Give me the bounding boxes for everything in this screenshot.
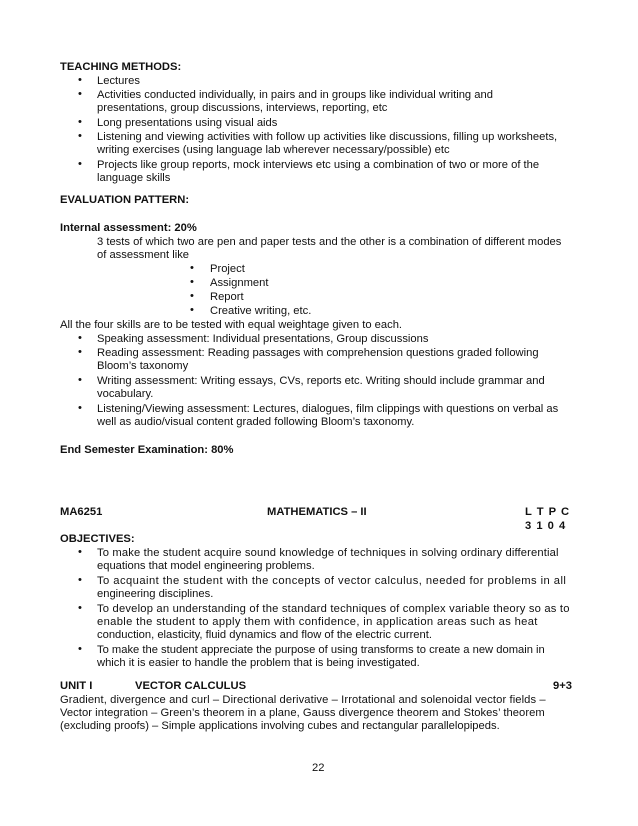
unit-content-line: Gradient, divergence and curl – Directional derivative – Irrotational and solenoidal vector fields – — [60, 694, 546, 706]
page-number: 22 — [312, 762, 325, 774]
list-item: Reading assessment: Reading passages with comprehension questions graded following — [97, 347, 539, 359]
list-item: Listening/Viewing assessment: Lectures, dialogues, film clippings with questions on verbal as — [97, 403, 559, 415]
list-item: To develop an understanding of the standard techniques of complex variable theory so as to — [97, 603, 570, 615]
unit-content-line: (excluding proofs) – Simple applications involving cubes and rectangular parallelopipeds. — [60, 720, 500, 732]
internal-assessment-heading: Internal assessment: 20% — [60, 222, 197, 234]
ltpc-values: 3 1 0 4 — [525, 520, 567, 532]
unit-title: VECTOR CALCULUS — [135, 680, 247, 692]
list-item: Report — [210, 291, 244, 303]
teaching-methods-heading: TEACHING METHODS: — [60, 61, 182, 73]
bullet-icon: • — [78, 346, 82, 358]
unit-content-line: Vector integration – Green’s theorem in a plane, Gauss divergence theorem and Stokes’ theorem — [60, 707, 545, 719]
list-item: Creative writing, etc. — [210, 305, 312, 317]
course-title: MATHEMATICS – II — [267, 506, 367, 518]
unit-label: UNIT I — [60, 680, 93, 692]
list-item: Writing assessment: Writing essays, CVs, reports etc. Writing should include grammar and — [97, 375, 545, 387]
list-item-continuation: which it is easier to handle the problem that is being investigated. — [97, 657, 420, 669]
bullet-icon: • — [78, 332, 82, 344]
bullet-icon: • — [190, 304, 194, 316]
bullet-icon: • — [78, 116, 82, 128]
internal-assessment-text-continuation: of assessment like — [97, 249, 190, 261]
list-item: Activities conducted individually, in pairs and in groups like individual writing and — [97, 89, 493, 101]
bullet-icon: • — [78, 88, 82, 100]
list-item: Assignment — [210, 277, 269, 289]
list-item: Lectures — [97, 75, 140, 87]
bullet-icon: • — [78, 643, 82, 655]
list-item: To make the student appreciate the purpose of using transforms to create a new domain in — [97, 644, 545, 656]
list-item-continuation: vocabulary. — [97, 388, 154, 400]
bullet-icon: • — [78, 546, 82, 558]
evaluation-pattern-heading: EVALUATION PATTERN: — [60, 194, 190, 206]
list-item-continuation: well as audio/visual content graded following Bloom’s taxonomy. — [97, 416, 415, 428]
bullet-icon: • — [190, 276, 194, 288]
unit-hours: 9+3 — [553, 680, 572, 692]
bullet-icon: • — [78, 158, 82, 170]
internal-assessment-text: 3 tests of which two are pen and paper tests and the other is a combination of different modes — [97, 236, 562, 248]
objectives-heading: OBJECTIVES: — [60, 533, 135, 545]
list-item-continuation: Bloom’s taxonomy — [97, 360, 189, 372]
bullet-icon: • — [190, 262, 194, 274]
skills-intro-text: All the four skills are to be tested with equal weightage given to each. — [60, 319, 403, 331]
list-item: Project — [210, 263, 245, 275]
list-item: Long presentations using visual aids — [97, 117, 278, 129]
list-item: Speaking assessment: Individual presentations, Group discussions — [97, 333, 429, 345]
list-item-continuation: equations that model engineering problems. — [97, 560, 315, 572]
list-item: To make the student acquire sound knowledge of techniques in solving ordinary differential — [97, 547, 559, 559]
list-item-continuation: engineering disciplines. — [97, 588, 214, 600]
end-semester-heading: End Semester Examination: 80% — [60, 444, 234, 456]
bullet-icon: • — [78, 602, 82, 614]
bullet-icon: • — [78, 74, 82, 86]
list-item-continuation: conduction, elasticity, fluid dynamics and flow of the electric current. — [97, 629, 432, 641]
list-item: To acquaint the student with the concepts of vector calculus, needed for problems in all — [97, 575, 567, 587]
list-item: Listening and viewing activities with follow up activities like discussions, filling up worksheets, — [97, 131, 558, 143]
course-code: MA6251 — [60, 506, 103, 518]
bullet-icon: • — [78, 574, 82, 586]
ltpc-header: L T P C — [525, 506, 571, 518]
list-item-continuation: presentations, group discussions, interviews, reporting, etc — [97, 102, 388, 114]
bullet-icon: • — [78, 130, 82, 142]
list-item: Projects like group reports, mock interviews etc using a combination of two or more of the — [97, 159, 540, 171]
bullet-icon: • — [78, 402, 82, 414]
bullet-icon: • — [190, 290, 194, 302]
list-item-continuation: enable the student to apply them with confidence, in application areas such as heat — [97, 616, 538, 628]
list-item-continuation: writing exercises (using language lab wherever necessary/possible) etc — [97, 144, 450, 156]
list-item-continuation: language skills — [97, 172, 171, 184]
bullet-icon: • — [78, 374, 82, 386]
